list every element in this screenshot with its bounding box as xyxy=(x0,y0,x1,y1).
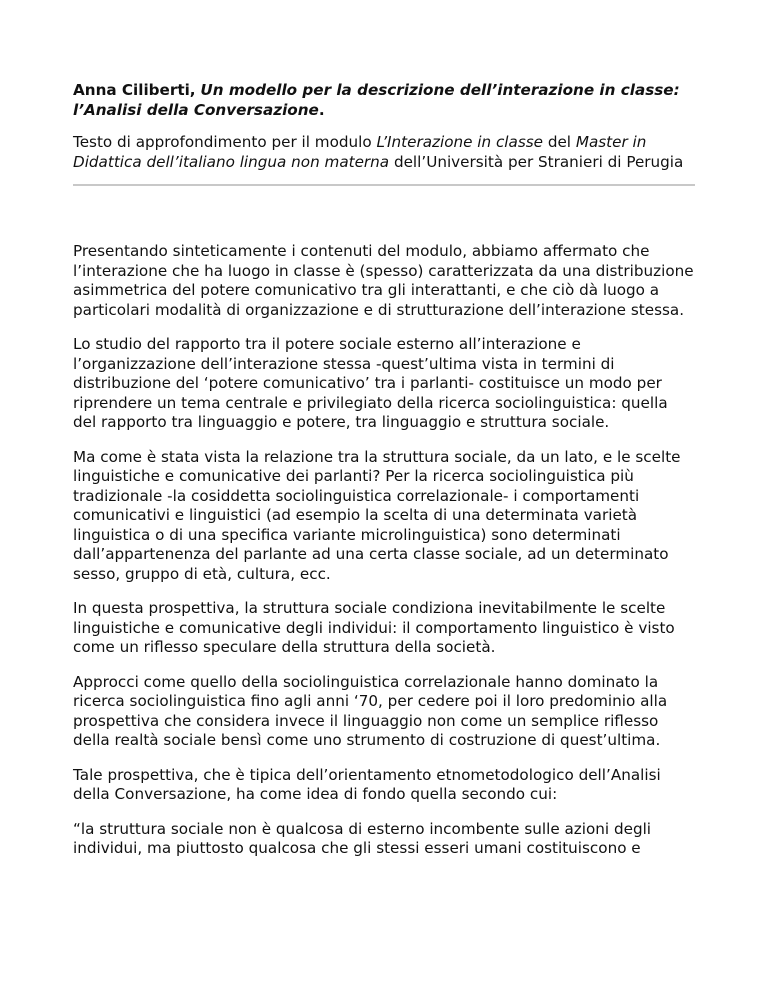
paragraph: Ma come è stata vista la relazione tra la struttura sociale, da un lato, e le scelte linguistiche e comunicative dei parlanti? Per la ricerca sociolinguistica più tradizionale -la cosiddetta sociolinguistica correlazionale- i comportamenti comunicativi e linguistici (ad esempio la scelta di una determinata varietà linguistica o di una specifica variante microlinguistica) sono determinati dall’appartenenza del parlante ad una certa classe sociale, ad un determinato sesso, gruppo di età, cultura, ecc. xyxy=(73,447,681,583)
master-name: Master in Didattica dell’italiano lingua non materna xyxy=(73,133,647,171)
author-name: Anna Ciliberti, xyxy=(73,81,196,99)
document-body xyxy=(73,242,695,859)
subtitle-text-3: dell’Università per Stranieri di Perugia xyxy=(389,153,684,171)
quoted-paragraph: “la struttura sociale non è qualcosa di esterno incombente sulle azioni degli individui, ma piuttosto qualcosa che gli stessi esseri umani costituiscono e xyxy=(73,819,652,857)
module-name: L’Interazione in classe xyxy=(376,133,543,151)
document-page xyxy=(73,80,695,874)
title-period: . xyxy=(318,101,325,119)
document-title: Un modello per la descrizione dell’interazione in classe: l’Analisi della Conversazione xyxy=(73,81,680,119)
paragraph: Lo studio del rapporto tra il potere sociale esterno all’interazione e l’organizzazione dell’interazione stessa -quest’ultima vista in termini di distribuzione del ‘potere comunicativo’ tra i parlanti- costituisce un modo per riprendere un tema centrale e privilegiato della ricerca sociolinguistica: quella del rapporto tra linguaggio e potere, tra linguaggio e struttura sociale. xyxy=(73,335,668,431)
paragraph: Presentando sinteticamente i contenuti del modulo, abbiamo affermato che l’interazione che ha luogo in classe è (spesso) caratterizzata da una distribuzione asimmetrica del potere comunicativo tra gli interattanti, e che ciò dà luogo a particolari modalità di organizzazione e di strutturazione dell’interazione stessa. xyxy=(73,242,694,319)
paragraph: Approcci come quello della sociolinguistica correlazionale hanno dominato la ricerca sociolinguistica fino agli anni ‘70, per cedere poi il loro predominio alla prospettiva che considera invece il linguaggio non come un semplice riflesso della realtà sociale bensì come uno strumento di costruzione di quest’ultima. xyxy=(73,672,668,749)
document-subtitle xyxy=(73,132,695,172)
paragraph: Tale prospettiva, che è tipica dell’orientamento etnometodologico dell’Analisi della Conversazione, ha come idea di fondo quella secondo cui: xyxy=(73,765,661,803)
subtitle-text-1: Testo di approfondimento per il modulo xyxy=(73,133,377,151)
horizontal-divider xyxy=(73,184,695,186)
document-heading xyxy=(73,80,695,120)
subtitle-text-2: del xyxy=(543,133,576,151)
paragraph: In questa prospettiva, la struttura sociale condiziona inevitabilmente le scelte linguistiche e comunicative degli individui: il comportamento linguistico è visto come un riflesso speculare della struttura della società. xyxy=(73,599,675,656)
